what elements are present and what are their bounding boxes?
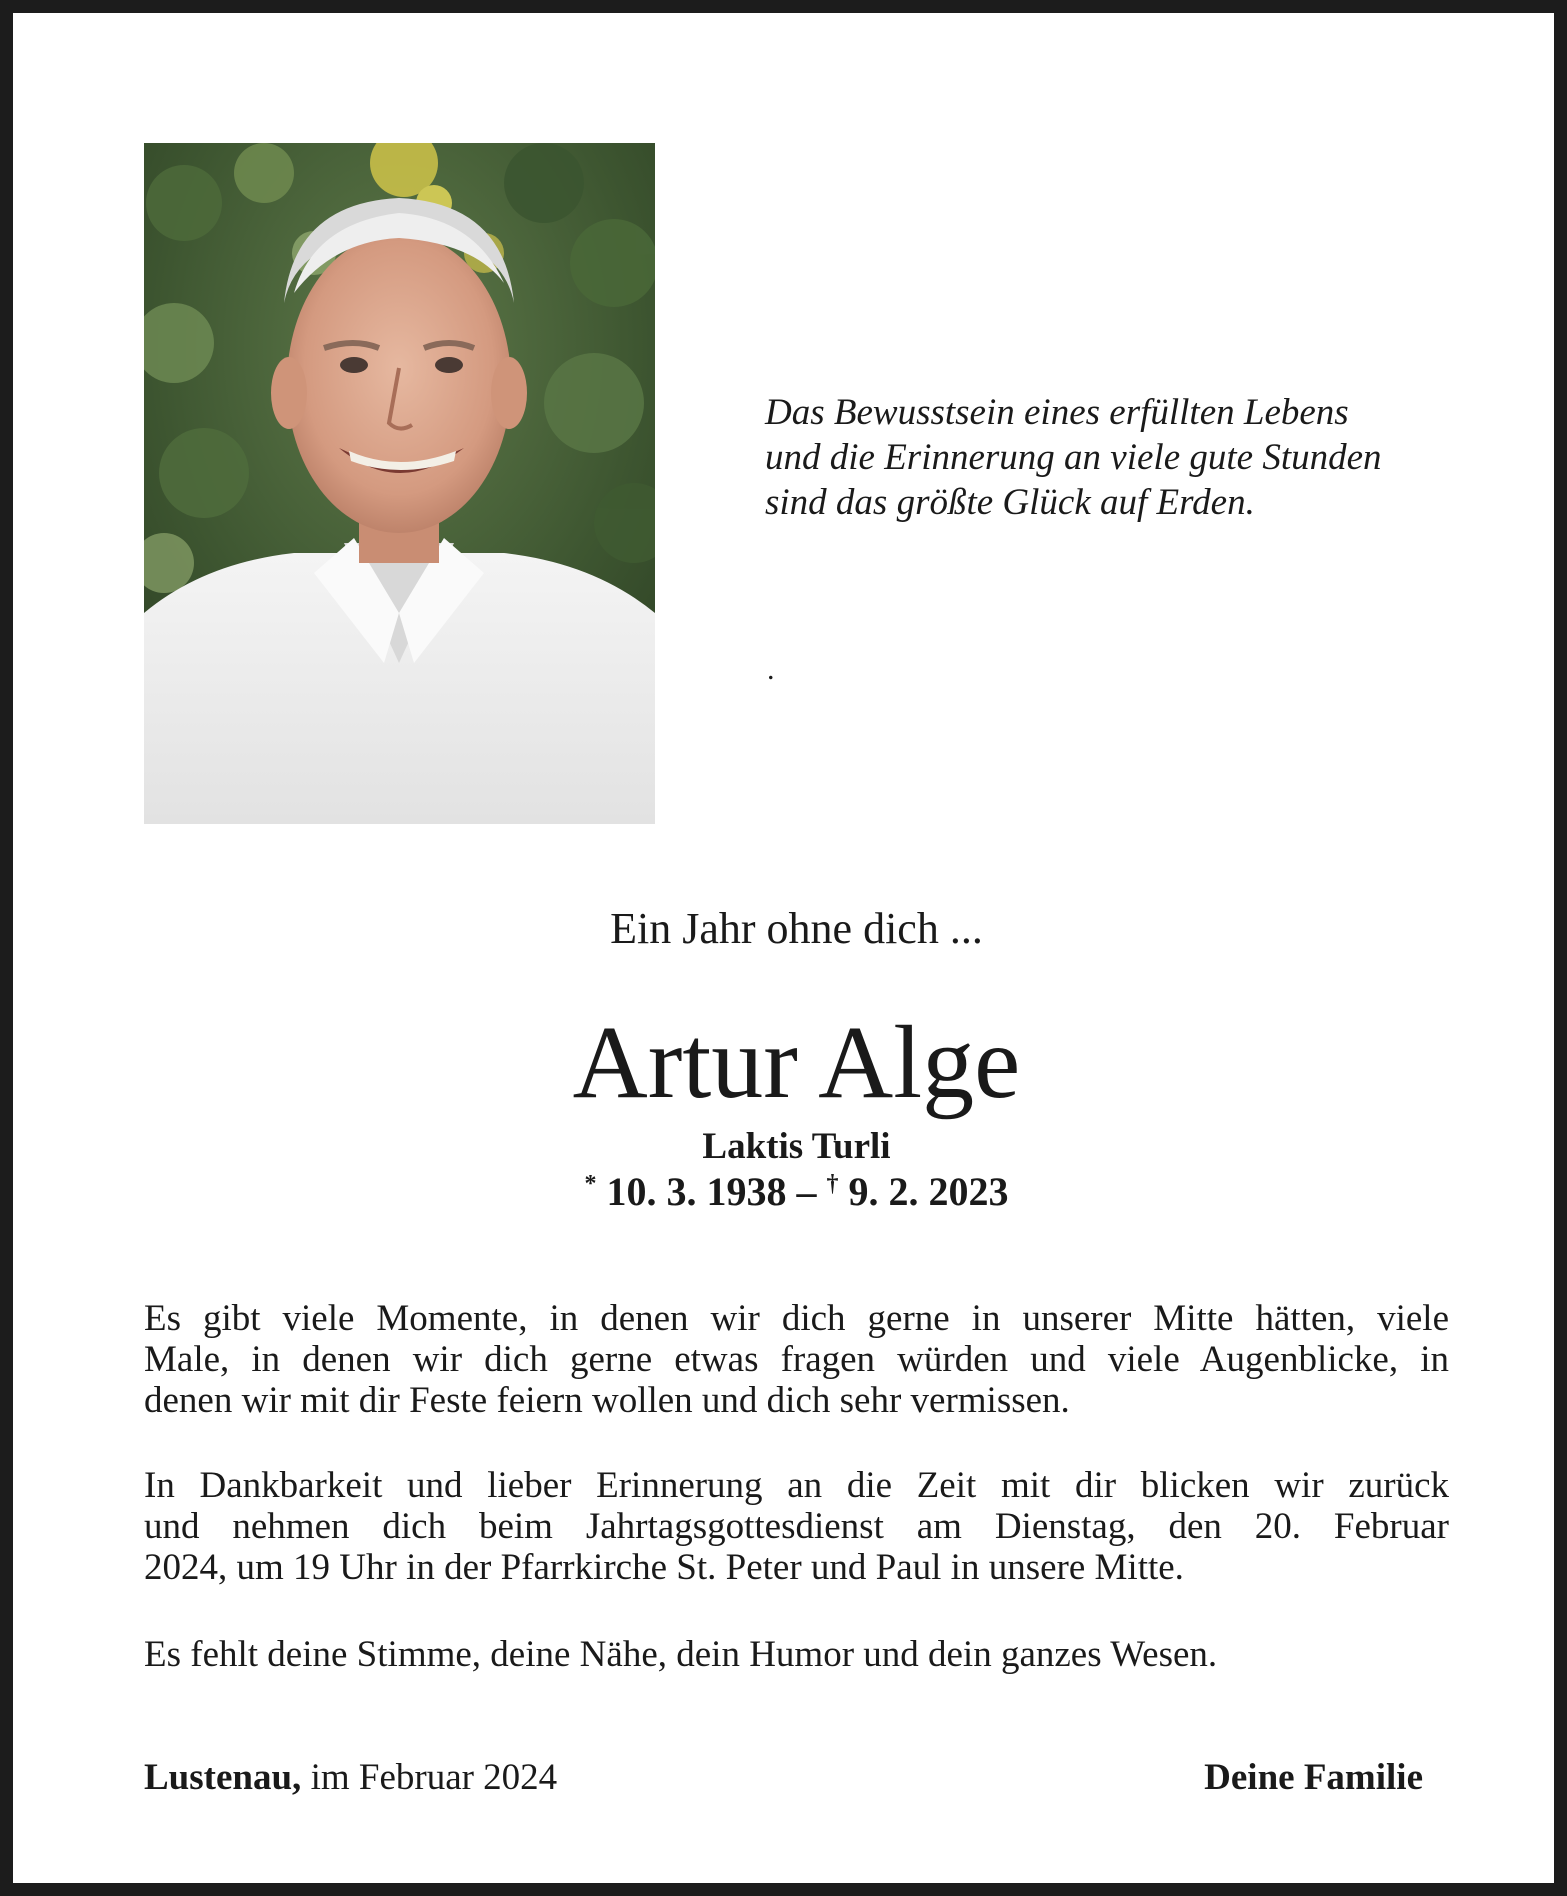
- nickname: Laktis Turli: [702, 1126, 891, 1167]
- paragraph-1-line-1: Es gibt viele Momente, in denen wir dich gerne in unserer Mitte hätten, viele: [144, 1298, 1449, 1339]
- quote-line-2: und die Erinnerung an viele gute Stunden: [765, 437, 1382, 478]
- paragraph-3-line-1: Es fehlt deine Stimme, deine Nähe, dein Humor und dein ganzes Wesen.: [144, 1634, 1218, 1675]
- paragraph-2-line-3: 2024, um 19 Uhr in der Pfarrkirche St. Peter und Paul in unsere Mitte.: [144, 1547, 1184, 1588]
- quote-line-1: Das Bewusstsein eines erfüllten Lebens: [765, 392, 1349, 433]
- birth-symbol: *: [584, 1171, 597, 1197]
- signature: Deine Familie: [1204, 1757, 1423, 1798]
- paragraph-1-line-2: Male, in denen wir dich gerne etwas fragen würden und viele Augenblicke, in: [144, 1339, 1449, 1380]
- portrait-image: [144, 143, 655, 824]
- date: im Februar 2024: [301, 1757, 558, 1798]
- death-symbol: †: [826, 1171, 839, 1197]
- place-and-date: [144, 1756, 557, 1800]
- deceased-name: Artur Alge: [572, 1005, 1021, 1120]
- death-date: 9. 2. 2023: [838, 1169, 1009, 1214]
- paragraph-2-line-2: und nehmen dich beim Jahrtagsgottesdienst am Dienstag, den 20. Februar: [144, 1506, 1449, 1547]
- paragraph-2-line-1: In Dankbarkeit und lieber Erinnerung an die Zeit mit dir blicken wir zurück: [144, 1465, 1449, 1506]
- life-dates: [13, 1168, 1567, 1216]
- quote-dot: .: [767, 653, 775, 686]
- paragraph-1-line-3: denen wir mit dir Feste feiern wollen und dich sehr vermissen.: [144, 1380, 1070, 1421]
- paragraph-3: [144, 1634, 1449, 1675]
- quote-block: [765, 390, 1485, 525]
- birth-date: 10. 3. 1938 –: [596, 1169, 827, 1214]
- place: Lustenau,: [144, 1757, 302, 1798]
- portrait-photo: [144, 143, 655, 824]
- paragraph-1: [144, 1298, 1449, 1421]
- subtitle: Ein Jahr ohne dich ...: [610, 904, 983, 953]
- paragraph-2: [144, 1465, 1449, 1588]
- quote-line-3: sind das größte Glück auf Erden.: [765, 482, 1255, 523]
